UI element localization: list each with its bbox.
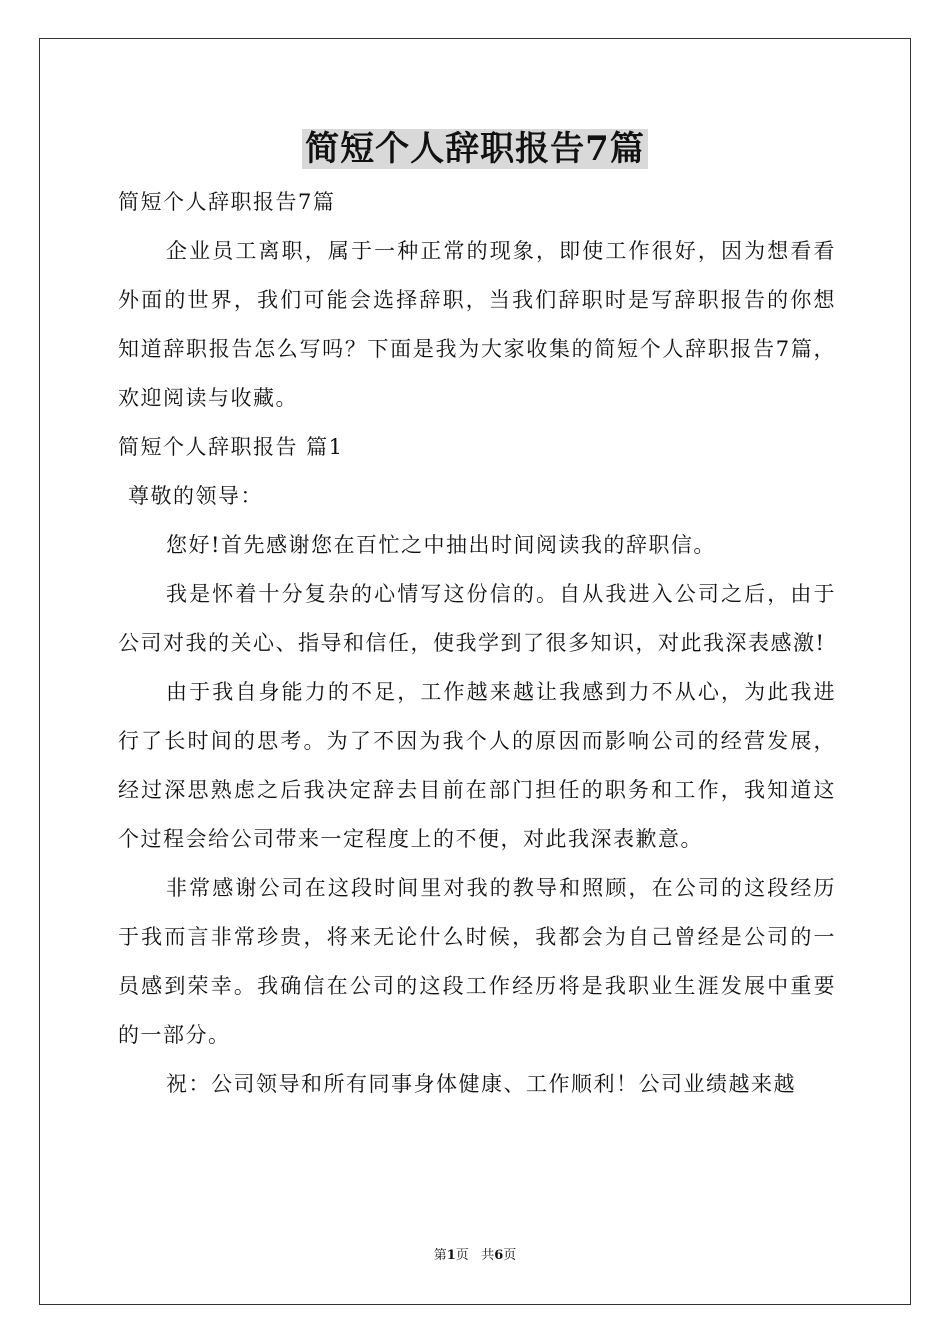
page-suffix: 页 xyxy=(455,1248,469,1263)
salutation: 尊敬的领导： xyxy=(128,484,263,508)
page-prefix: 第 xyxy=(433,1248,447,1263)
document-title xyxy=(0,126,950,172)
body-paragraph: 由于我自身能力的不足，工作越来越让我感到力不从心，为此我进行了长时间的思考。为了不因为我个人的原因而影响公司的经营发展，经过深思熟虑之后我决定辞去目前在部门担任的职务和工作，我知道这个过程会给公司带来一定程度上的不便，对此我深表歉意。 xyxy=(118,680,836,851)
page-footer xyxy=(0,1247,950,1265)
total-prefix: 共 xyxy=(481,1248,495,1263)
closing-paragraph: 祝：公司领导和所有同事身体健康、工作顺利！公司业绩越来越 xyxy=(166,1072,796,1096)
total-pages: 6 xyxy=(494,1248,504,1263)
page-number: 1 xyxy=(446,1248,456,1263)
body-paragraph: 您好!首先感谢您在百忙之中抽出时间阅读我的辞职信。 xyxy=(166,533,716,557)
body-paragraph: 非常感谢公司在这段时间里对我的教导和照顾，在公司的这段经历于我而言非常珍贵，将来无论什么时候，我都会为自己曾经是公司的一员感到荣幸。我确信在公司的这段工作经历将是我职业生涯发展中重要的一部分。 xyxy=(118,876,836,1047)
intro-paragraph: 企业员工离职，属于一种正常的现象，即使工作很好，因为想看看外面的世界，我们可能会选择辞职，当我们辞职时是写辞职报告的你想知道辞职报告怎么写吗？下面是我为大家收集的简短个人辞职报告7篇，欢迎阅读与收藏。 xyxy=(118,239,836,410)
section-heading: 简短个人辞职报告 篇1 xyxy=(118,435,344,459)
document-body xyxy=(118,178,836,1109)
subtitle-line: 简短个人辞职报告7篇 xyxy=(118,190,336,214)
body-paragraph: 我是怀着十分复杂的心情写这份信的。自从我进入公司之后，由于公司对我的关心、指导和信任，使我学到了很多知识，对此我深表感激! xyxy=(118,582,836,655)
total-suffix: 页 xyxy=(503,1248,517,1263)
document-title-text: 简短个人辞职报告7篇 xyxy=(302,129,648,169)
